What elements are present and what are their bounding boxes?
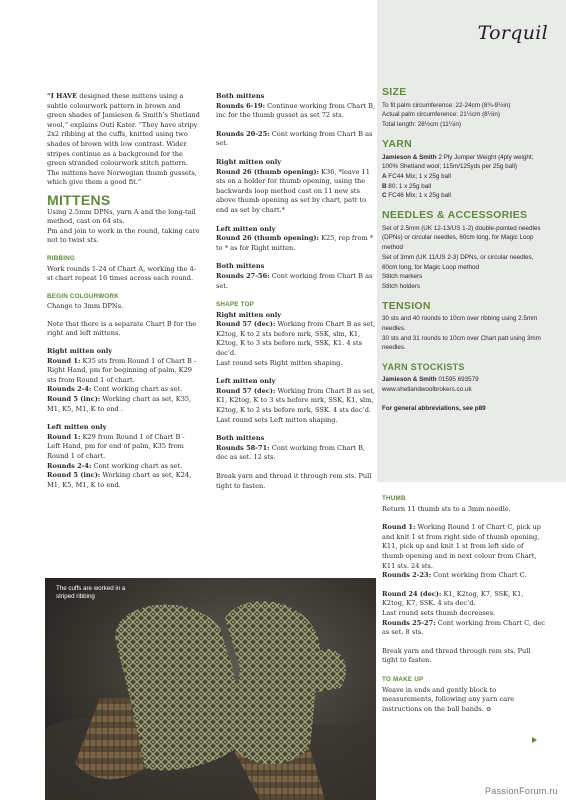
- needles-block: [382, 224, 547, 292]
- right-round-1: Round 1: K35 sts from Round 1 of Chart B - Right Hand, pm for beginning of palm, K29 sts from Round 1 of chart.: [47, 356, 197, 384]
- left-mitten-thumb-heading: Left mitten only: [216, 224, 276, 233]
- thumb-break-yarn: Break yarn and thread through rem sts. Pull tight to fasten.: [382, 646, 531, 665]
- thumb-round-24: Round 24 (dec): K1, K2tog, K7, SSK, K1, K2tog, K7, SSK. 4 sts dec’d.: [382, 589, 524, 608]
- thumb-round-1: Round 1: Working Round 1 of Chart C, pick up and knit 1 st from right side of thumb opening, K11, pick up and knit 1 st from left side of thumb opening and in next colour from Chart, K11 sts. 24 sts.: [382, 523, 541, 570]
- left-mitten-heading: Left mitten only: [47, 423, 107, 432]
- both-mittens-heading-1: Both mittens: [216, 92, 265, 100]
- tension-block: [382, 314, 547, 353]
- subheading-thumb: THUMB: [382, 495, 406, 502]
- size-line: To fit palm circumference: 22-24cm (8¾-9½in): [382, 101, 511, 109]
- pattern-title: Torquil: [477, 22, 548, 44]
- size-line: Total length: 28½cm (11¼in): [382, 121, 461, 129]
- intro-lead: “I HAVE: [47, 92, 78, 100]
- rounds-58-71: Rounds 58-71: Cont working from Chart B, dec as set. 12 sts.: [216, 443, 366, 462]
- size-block: [382, 101, 547, 130]
- yarn-block: [382, 153, 547, 202]
- needles-line: Set of 2.5mm (UK 12-13/US 1-2) double-pointed needles (DPNs) or circular needles, 60cm long, for Magic Loop method: [382, 224, 541, 252]
- both-mittens-heading-3: Both mittens: [216, 434, 265, 443]
- watermark: PassionForum.ru: [484, 786, 558, 796]
- left-round-26: Round 26 (thumb opening): K25, rep from * to * as for Right mitten.: [216, 234, 374, 252]
- colourwork-text: Change to 3mm DPNs.: [47, 302, 124, 311]
- heading-yarn-stockists: YARN STOCKISTS: [382, 362, 465, 373]
- column-thumb: [382, 494, 547, 714]
- heading-size: SIZE: [382, 86, 407, 98]
- needles-line: Stitch holders: [382, 282, 421, 290]
- both-mittens-heading-2: Both mittens: [216, 262, 265, 271]
- subheading-to-make-up: TO MAKE UP: [382, 675, 424, 683]
- heading-yarn: YARN: [382, 137, 412, 150]
- rounds-20-25: Rounds 20-25: Cont working from Chart B as set.: [216, 129, 373, 148]
- colourwork-note: Note that there is a separate Chart B for the right and left mittens.: [47, 319, 197, 338]
- right-mitten-top-heading: Right mitten only: [216, 310, 282, 319]
- right-rounds-2-4: Rounds 2-4: Cont working chart as set.: [47, 385, 183, 394]
- column-2: [216, 92, 376, 491]
- mittens-illustration: [45, 578, 376, 800]
- pattern-info: [382, 88, 547, 414]
- left-round-5: Round 5 (inc): Working chart as set, K24, M1, K5, M1, K to end.: [47, 471, 192, 489]
- ribbing-text: Work rounds 1-24 of Chart A, working the 4-st chart repeat 16 times across each round.: [47, 264, 197, 283]
- abbreviations-note: For general abbreviations, see p89: [382, 405, 486, 413]
- next-page-arrow-icon: [532, 737, 537, 743]
- stockists-block: [382, 375, 547, 394]
- section-heading-mittens: MITTENS: [47, 191, 111, 208]
- yarn-item: C FC46 Mix; 1 x 25g ball: [382, 192, 451, 200]
- tension-line: 30 sts and 40 rounds to 10cm over ribbing using 2.5mm needles.: [382, 315, 538, 333]
- thumb-decrease-note: Last round sets thumb decreases.: [382, 608, 496, 617]
- yarn-item: A FC44 Mix; 1 x 25g ball: [382, 172, 451, 180]
- heading-needles: NEEDLES & ACCESSORIES: [382, 209, 528, 222]
- left-round-1: Round 1: K29 from Round 1 of Chart B - Left Hand, pm for end of palm, K35 from Round 1 of chart.: [47, 432, 185, 460]
- photo-caption: The cuffs are worked in a striped ribbing: [56, 585, 126, 600]
- mittens-photo: [45, 578, 376, 800]
- tension-line: 30 sts and 31 rounds to 10cm over Chart patt using 3mm needles.: [382, 334, 541, 352]
- rounds-6-19: Rounds 6-19: Continue working from Chart B, inc for the thumb gusset as set 72 sts.: [216, 101, 376, 120]
- right-mitten-heading: Right mitten only: [47, 347, 113, 356]
- size-line: Actual palm circumference: 21½cm (8½in): [382, 111, 500, 119]
- needles-line: Stitch markers: [382, 273, 423, 281]
- stockist-contact: Jamieson & Smith 01595 693579: [382, 375, 479, 383]
- rounds-27-56: Rounds 27-56: Cont working from Chart B as set.: [216, 271, 373, 290]
- left-rounds-2-4: Rounds 2-4: Cont working chart as set.: [47, 461, 183, 470]
- break-yarn-text: Break yarn and thread it through rem sts. Pull tight to fasten.: [216, 472, 372, 490]
- needles-line: Set of 3mm (UK 11/US 2-3) DPNs, or circular needles, 60cm long, for Magic Loop method: [382, 253, 534, 271]
- stockist-url: www.shetlandwoolbrokers.co.uk: [382, 385, 472, 393]
- right-round-5: Round 5 (inc): Working chart as set, K35, M1, K5, M1, K to end .: [47, 395, 192, 413]
- join-text: Pm and join to work in the round, taking care not to twist sts.: [47, 226, 200, 245]
- cast-on-text: Using 2.5mm DPNs, yarn A and the long-tail method, cast on 64 sts.: [47, 207, 196, 226]
- yarn-description: Jamieson & Smith 2 Ply Jumper Weight (4ply weight; 100% Shetland wool; 115m/125yds per 25g ball): [382, 153, 534, 171]
- thumb-intro: Return 11 thumb sts to a 3mm needle.: [382, 504, 511, 513]
- left-shaping-note: Last round sets Left mitten shaping.: [216, 415, 338, 424]
- make-up-text: Weave in ends and gently block to measurements, following any yarn care instructions on the ball bands. ⊖: [382, 685, 515, 713]
- thumb-rounds-25-27: Rounds 25-27: Cont working from Chart C, dec as set. 8 sts.: [382, 618, 545, 637]
- intro-text: designed these mittens using a subtle colourwork pattern in brown and green shades of Jamieson & Smith’s Shetland wool,” explains Outi Kater. “They have stripy 2x2 ribbing at the cuffs, knitted using two shades of brown with low contrast. Wider stripes continue as a background for the green stranded colourwork stitch pattern. The mittens have Norwegian thumb gussets, which give them a good fit.”: [47, 92, 200, 187]
- subheading-shape-top: SHAPE TOP: [216, 301, 255, 309]
- end-mark-icon: ⊖: [485, 704, 492, 713]
- left-mitten-top-heading: Left mitten only: [216, 377, 276, 386]
- right-mitten-thumb-heading: Right mitten only: [216, 157, 282, 166]
- right-round-57: Round 57 (dec): Working from Chart B as set, K2tog, K to 2 sts before mrk, SSK, slm, K1, K2tog, K to 3 sts before mrk, SSK, K1. 4 sts dec’d.: [216, 320, 375, 358]
- thumb-rounds-2-23: Rounds 2-23: Cont working from Chart C.: [382, 571, 527, 580]
- column-1: [47, 92, 200, 490]
- heading-tension: TENSION: [382, 299, 431, 312]
- right-round-26: Round 26 (thumb opening): K36, *leave 11 sts on a holder for thumb opening, using the backwards loop method cast on 11 new sts above thumb opening as set by chart, patt to end as set by chart.*: [216, 167, 370, 214]
- subheading-begin-colourwork: BEGIN COLOURWORK: [47, 292, 119, 300]
- right-shaping-note: Last round sets Right mitten shaping.: [216, 358, 343, 367]
- left-round-57: Round 57 (dec): Working from Chart B as set, K1, K2tog, K to 3 sts before mrk, SSK, K1, slm, K2tog, K to 2 sts before mrk, SSK. 4 sts dec’d.: [216, 386, 375, 415]
- subheading-ribbing: RIBBING: [47, 254, 75, 262]
- yarn-item: B 80; 1 x 25g ball: [382, 182, 432, 190]
- intro-paragraph: [47, 92, 200, 188]
